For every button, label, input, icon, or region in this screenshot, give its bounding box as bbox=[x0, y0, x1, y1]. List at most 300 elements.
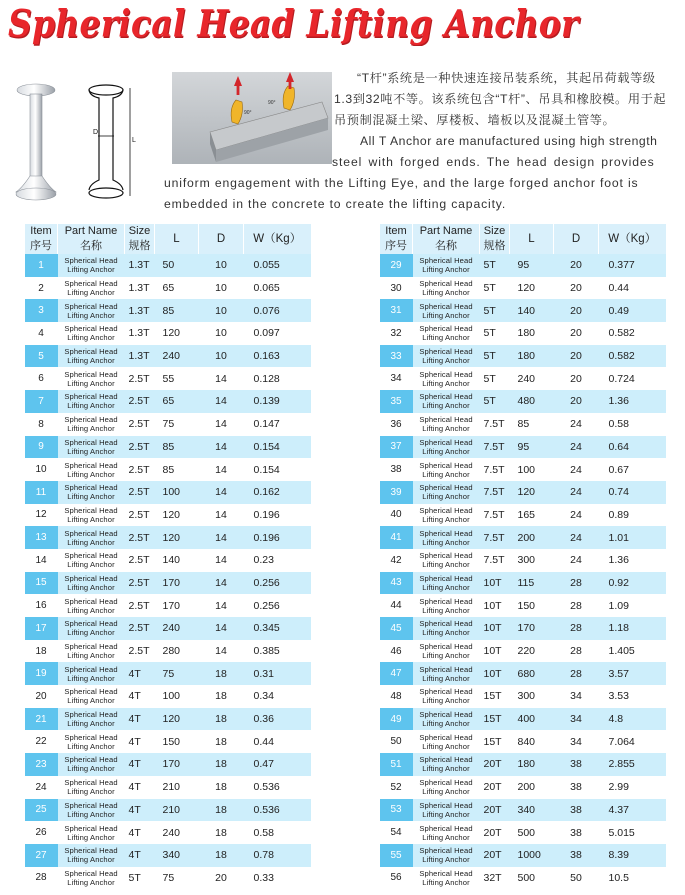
table-row bbox=[25, 481, 311, 504]
cell-w: 0.154 bbox=[244, 436, 311, 459]
part-name-line-1: Spherical Head bbox=[64, 732, 118, 742]
part-name-line-2: Lifting Anchor bbox=[422, 265, 470, 275]
cell-l: 220 bbox=[510, 640, 554, 663]
part-name-line-1: Spherical Head bbox=[64, 573, 118, 583]
cell-size: 4T bbox=[125, 844, 155, 867]
anchor-render bbox=[16, 84, 56, 200]
table-row bbox=[380, 708, 666, 731]
table-row bbox=[25, 821, 311, 844]
cell-part-name bbox=[58, 345, 125, 368]
cell-item: 33 bbox=[380, 345, 413, 368]
cell-item: 56 bbox=[380, 867, 413, 890]
cell-d: 18 bbox=[199, 821, 244, 844]
cell-part-name bbox=[58, 413, 125, 436]
cell-size: 20T bbox=[480, 776, 510, 799]
cell-part-name bbox=[58, 299, 125, 322]
part-name-line-2: Lifting Anchor bbox=[67, 356, 115, 366]
cell-part-name bbox=[58, 844, 125, 867]
cell-w: 0.163 bbox=[244, 345, 311, 368]
cell-size: 7.5T bbox=[480, 504, 510, 527]
cell-l: 170 bbox=[155, 753, 199, 776]
cell-l: 75 bbox=[155, 413, 199, 436]
cell-w: 0.162 bbox=[244, 481, 311, 504]
cell-size: 5T bbox=[480, 367, 510, 390]
part-name-line-1: Spherical Head bbox=[419, 528, 473, 538]
part-name-line-2: Lifting Anchor bbox=[67, 605, 115, 615]
cell-item: 30 bbox=[380, 277, 413, 300]
cell-d: 38 bbox=[554, 799, 599, 822]
part-name-line-1: Spherical Head bbox=[419, 755, 473, 765]
cell-w: 4.8 bbox=[599, 708, 666, 731]
cell-l: 120 bbox=[510, 481, 554, 504]
spec-table-right bbox=[379, 224, 666, 889]
table-row bbox=[25, 799, 311, 822]
cell-item: 51 bbox=[380, 753, 413, 776]
description-en-line-2: steel with forged ends. The head design provides bbox=[332, 155, 655, 169]
part-name-line-1: Spherical Head bbox=[419, 392, 473, 402]
part-name-line-2: Lifting Anchor bbox=[67, 288, 115, 298]
cell-size: 5T bbox=[480, 345, 510, 368]
cell-l: 210 bbox=[155, 799, 199, 822]
cell-l: 340 bbox=[155, 844, 199, 867]
part-name-line-1: Spherical Head bbox=[64, 551, 118, 561]
cell-l: 65 bbox=[155, 390, 199, 413]
cell-size: 20T bbox=[480, 799, 510, 822]
cell-l: 240 bbox=[155, 821, 199, 844]
part-name-line-2: Lifting Anchor bbox=[422, 809, 470, 819]
cell-w: 4.37 bbox=[599, 799, 666, 822]
part-name-line-2: Lifting Anchor bbox=[67, 809, 115, 819]
table-row bbox=[25, 526, 311, 549]
cell-size: 5T bbox=[480, 390, 510, 413]
cell-size: 4T bbox=[125, 708, 155, 731]
cell-d: 14 bbox=[199, 640, 244, 663]
cell-d: 24 bbox=[554, 481, 599, 504]
part-name-line-2: Lifting Anchor bbox=[67, 446, 115, 456]
cell-item: 2 bbox=[25, 277, 58, 300]
cell-d: 18 bbox=[199, 799, 244, 822]
cell-l: 120 bbox=[155, 526, 199, 549]
cell-d: 50 bbox=[554, 867, 599, 890]
cell-part-name bbox=[58, 617, 125, 640]
cell-d: 14 bbox=[199, 367, 244, 390]
cell-d: 14 bbox=[199, 617, 244, 640]
table-row bbox=[25, 322, 311, 345]
cell-part-name bbox=[413, 322, 480, 345]
cell-size: 4T bbox=[125, 685, 155, 708]
cell-size: 10T bbox=[480, 640, 510, 663]
cell-part-name bbox=[58, 821, 125, 844]
cell-l: 95 bbox=[510, 254, 554, 277]
part-name-line-1: Spherical Head bbox=[419, 256, 473, 266]
cell-size: 2.5T bbox=[125, 458, 155, 481]
part-name-line-2: Lifting Anchor bbox=[422, 288, 470, 298]
cell-part-name bbox=[58, 390, 125, 413]
header-size-cn: 规格 bbox=[480, 239, 510, 254]
cell-part-name bbox=[58, 526, 125, 549]
cell-w: 1.405 bbox=[599, 640, 666, 663]
cell-size: 10T bbox=[480, 572, 510, 595]
part-name-line-2: Lifting Anchor bbox=[422, 855, 470, 865]
cell-l: 500 bbox=[510, 867, 554, 890]
cell-l: 170 bbox=[155, 594, 199, 617]
cell-part-name bbox=[58, 753, 125, 776]
cell-part-name bbox=[413, 685, 480, 708]
cell-d: 14 bbox=[199, 572, 244, 595]
header-d: D bbox=[199, 224, 244, 254]
cell-l: 240 bbox=[510, 367, 554, 390]
cell-w: 0.196 bbox=[244, 504, 311, 527]
header-item: Item bbox=[380, 224, 413, 239]
part-name-line-2: Lifting Anchor bbox=[422, 764, 470, 774]
cell-part-name bbox=[413, 254, 480, 277]
cell-w: 5.015 bbox=[599, 821, 666, 844]
spec-table-left bbox=[24, 224, 311, 889]
table-row bbox=[380, 730, 666, 753]
cell-item: 22 bbox=[25, 730, 58, 753]
part-name-line-1: Spherical Head bbox=[64, 528, 118, 538]
cell-l: 300 bbox=[510, 549, 554, 572]
table-row bbox=[380, 685, 666, 708]
cell-l: 85 bbox=[510, 413, 554, 436]
part-name-line-1: Spherical Head bbox=[419, 823, 473, 833]
cell-item: 21 bbox=[25, 708, 58, 731]
table-row bbox=[380, 367, 666, 390]
cell-item: 55 bbox=[380, 844, 413, 867]
part-name-line-2: Lifting Anchor bbox=[422, 378, 470, 388]
cell-size: 2.5T bbox=[125, 549, 155, 572]
cell-item: 43 bbox=[380, 572, 413, 595]
description-cn-line-3: 吊预制混凝土梁、厚楼板、墙板以及混凝土管等。 bbox=[334, 113, 616, 127]
cell-w: 1.36 bbox=[599, 390, 666, 413]
cell-part-name bbox=[58, 594, 125, 617]
cell-d: 14 bbox=[199, 526, 244, 549]
part-name-line-2: Lifting Anchor bbox=[67, 877, 115, 887]
cell-part-name bbox=[58, 549, 125, 572]
part-name-line-2: Lifting Anchor bbox=[422, 696, 470, 706]
cell-size: 2.5T bbox=[125, 640, 155, 663]
description-cn-line-1: “T杆”系统是一种快速连接吊装系统，其起吊荷载等级 bbox=[357, 71, 656, 85]
part-name-line-2: Lifting Anchor bbox=[422, 787, 470, 797]
cell-size: 7.5T bbox=[480, 458, 510, 481]
part-name-line-1: Spherical Head bbox=[419, 800, 473, 810]
part-name-line-1: Spherical Head bbox=[419, 437, 473, 447]
part-name-line-1: Spherical Head bbox=[419, 596, 473, 606]
description-en-line-3: uniform engagement with the Lifting Eye, and the large forged anchor foot is bbox=[164, 176, 639, 190]
cell-size: 4T bbox=[125, 730, 155, 753]
cell-size: 1.3T bbox=[125, 322, 155, 345]
cell-d: 38 bbox=[554, 753, 599, 776]
cell-l: 240 bbox=[155, 617, 199, 640]
part-name-line-2: Lifting Anchor bbox=[422, 310, 470, 320]
cell-d: 20 bbox=[554, 390, 599, 413]
part-name-line-2: Lifting Anchor bbox=[67, 401, 115, 411]
table-row bbox=[25, 413, 311, 436]
cell-item: 25 bbox=[25, 799, 58, 822]
part-name-line-2: Lifting Anchor bbox=[67, 741, 115, 751]
cell-d: 18 bbox=[199, 730, 244, 753]
part-name-line-2: Lifting Anchor bbox=[67, 651, 115, 661]
cell-w: 0.67 bbox=[599, 458, 666, 481]
cell-l: 100 bbox=[155, 481, 199, 504]
cell-item: 20 bbox=[25, 685, 58, 708]
cell-w: 0.31 bbox=[244, 662, 311, 685]
anchor-dimension-diagram bbox=[89, 85, 130, 198]
part-name-line-2: Lifting Anchor bbox=[422, 401, 470, 411]
cell-w: 0.89 bbox=[599, 504, 666, 527]
cell-item: 39 bbox=[380, 481, 413, 504]
cell-size: 7.5T bbox=[480, 549, 510, 572]
part-name-line-2: Lifting Anchor bbox=[67, 424, 115, 434]
part-name-line-2: Lifting Anchor bbox=[422, 492, 470, 502]
part-name-line-1: Spherical Head bbox=[64, 483, 118, 493]
cell-w: 0.147 bbox=[244, 413, 311, 436]
part-name-line-2: Lifting Anchor bbox=[422, 560, 470, 570]
cell-d: 28 bbox=[554, 572, 599, 595]
part-name-line-1: Spherical Head bbox=[419, 301, 473, 311]
cell-w: 7.064 bbox=[599, 730, 666, 753]
cell-l: 65 bbox=[155, 277, 199, 300]
cell-part-name bbox=[413, 413, 480, 436]
cell-part-name bbox=[413, 549, 480, 572]
header-l: L bbox=[510, 224, 554, 254]
part-name-line-1: Spherical Head bbox=[419, 664, 473, 674]
cell-d: 14 bbox=[199, 413, 244, 436]
cell-size: 1.3T bbox=[125, 277, 155, 300]
cell-w: 0.34 bbox=[244, 685, 311, 708]
cell-w: 0.128 bbox=[244, 367, 311, 390]
cell-part-name bbox=[58, 708, 125, 731]
cell-size: 4T bbox=[125, 799, 155, 822]
cell-part-name bbox=[413, 662, 480, 685]
cell-l: 500 bbox=[510, 821, 554, 844]
part-name-line-2: Lifting Anchor bbox=[67, 333, 115, 343]
cell-part-name bbox=[58, 799, 125, 822]
part-name-line-1: Spherical Head bbox=[419, 460, 473, 470]
table-row bbox=[380, 821, 666, 844]
cell-item: 36 bbox=[380, 413, 413, 436]
part-name-line-2: Lifting Anchor bbox=[422, 333, 470, 343]
table-row bbox=[380, 867, 666, 890]
cell-l: 100 bbox=[510, 458, 554, 481]
part-name-line-1: Spherical Head bbox=[64, 664, 118, 674]
cell-w: 2.99 bbox=[599, 776, 666, 799]
cell-d: 14 bbox=[199, 481, 244, 504]
cell-l: 100 bbox=[155, 685, 199, 708]
part-name-line-1: Spherical Head bbox=[64, 392, 118, 402]
part-name-line-2: Lifting Anchor bbox=[422, 832, 470, 842]
part-name-line-2: Lifting Anchor bbox=[422, 628, 470, 638]
table-row bbox=[380, 504, 666, 527]
table-row bbox=[380, 549, 666, 572]
cell-item: 49 bbox=[380, 708, 413, 731]
part-name-line-2: Lifting Anchor bbox=[422, 673, 470, 683]
cell-d: 20 bbox=[199, 867, 244, 890]
cell-size: 20T bbox=[480, 844, 510, 867]
part-name-line-2: Lifting Anchor bbox=[67, 582, 115, 592]
product-description bbox=[164, 68, 679, 215]
cell-size: 15T bbox=[480, 730, 510, 753]
cell-part-name bbox=[413, 277, 480, 300]
cell-w: 0.256 bbox=[244, 594, 311, 617]
cell-part-name bbox=[413, 730, 480, 753]
cell-part-name bbox=[413, 504, 480, 527]
cell-d: 10 bbox=[199, 322, 244, 345]
cell-size: 2.5T bbox=[125, 572, 155, 595]
cell-item: 7 bbox=[25, 390, 58, 413]
table-row bbox=[380, 594, 666, 617]
cell-d: 10 bbox=[199, 299, 244, 322]
cell-item: 19 bbox=[25, 662, 58, 685]
cell-part-name bbox=[413, 367, 480, 390]
table-row bbox=[380, 345, 666, 368]
cell-l: 200 bbox=[510, 776, 554, 799]
table-row bbox=[25, 345, 311, 368]
table-row bbox=[380, 254, 666, 277]
cell-size: 7.5T bbox=[480, 526, 510, 549]
cell-d: 18 bbox=[199, 776, 244, 799]
header-size: Size bbox=[480, 224, 510, 239]
cell-d: 24 bbox=[554, 413, 599, 436]
cell-w: 0.36 bbox=[244, 708, 311, 731]
part-name-line-1: Spherical Head bbox=[64, 437, 118, 447]
cell-item: 17 bbox=[25, 617, 58, 640]
table-row bbox=[25, 504, 311, 527]
cell-part-name bbox=[58, 640, 125, 663]
cell-w: 0.065 bbox=[244, 277, 311, 300]
part-name-line-2: Lifting Anchor bbox=[422, 424, 470, 434]
cell-d: 24 bbox=[554, 458, 599, 481]
table-row bbox=[25, 277, 311, 300]
table-row bbox=[380, 413, 666, 436]
cell-item: 5 bbox=[25, 345, 58, 368]
cell-part-name bbox=[413, 526, 480, 549]
cell-part-name bbox=[413, 458, 480, 481]
cell-size: 32T bbox=[480, 867, 510, 890]
part-name-line-2: Lifting Anchor bbox=[422, 469, 470, 479]
spec-table-right-body bbox=[380, 254, 666, 889]
part-name-line-1: Spherical Head bbox=[64, 369, 118, 379]
part-name-line-2: Lifting Anchor bbox=[67, 719, 115, 729]
cell-d: 10 bbox=[199, 254, 244, 277]
cell-d: 18 bbox=[199, 844, 244, 867]
part-name-line-2: Lifting Anchor bbox=[422, 605, 470, 615]
cell-item: 41 bbox=[380, 526, 413, 549]
cell-d: 34 bbox=[554, 708, 599, 731]
cell-part-name bbox=[413, 753, 480, 776]
cell-size: 2.5T bbox=[125, 594, 155, 617]
cell-part-name bbox=[413, 594, 480, 617]
table-row bbox=[380, 526, 666, 549]
cell-l: 200 bbox=[510, 526, 554, 549]
cell-part-name bbox=[58, 730, 125, 753]
cell-l: 85 bbox=[155, 299, 199, 322]
part-name-line-2: Lifting Anchor bbox=[422, 719, 470, 729]
cell-l: 170 bbox=[155, 572, 199, 595]
cell-w: 10.5 bbox=[599, 867, 666, 890]
cell-w: 0.58 bbox=[599, 413, 666, 436]
table-row bbox=[25, 367, 311, 390]
cell-part-name bbox=[413, 390, 480, 413]
cell-w: 0.055 bbox=[244, 254, 311, 277]
cell-d: 20 bbox=[554, 322, 599, 345]
cell-d: 28 bbox=[554, 617, 599, 640]
part-name-line-1: Spherical Head bbox=[419, 710, 473, 720]
cell-l: 120 bbox=[155, 322, 199, 345]
header-w: W（Kg） bbox=[599, 224, 666, 254]
table-row bbox=[25, 708, 311, 731]
cell-size: 10T bbox=[480, 594, 510, 617]
page-title: Spherical Head Lifting Anchor bbox=[8, 2, 579, 46]
cell-d: 10 bbox=[199, 277, 244, 300]
part-name-line-1: Spherical Head bbox=[419, 505, 473, 515]
table-row bbox=[380, 277, 666, 300]
cell-item: 53 bbox=[380, 799, 413, 822]
cell-item: 8 bbox=[25, 413, 58, 436]
cell-l: 165 bbox=[510, 504, 554, 527]
cell-part-name bbox=[58, 458, 125, 481]
part-name-line-2: Lifting Anchor bbox=[67, 764, 115, 774]
cell-w: 0.536 bbox=[244, 776, 311, 799]
cell-part-name bbox=[58, 662, 125, 685]
cell-d: 14 bbox=[199, 594, 244, 617]
table-row bbox=[25, 299, 311, 322]
angle-label-right: 90° bbox=[268, 100, 276, 106]
cell-l: 210 bbox=[155, 776, 199, 799]
part-name-line-1: Spherical Head bbox=[64, 823, 118, 833]
cell-item: 28 bbox=[25, 867, 58, 890]
cell-w: 0.92 bbox=[599, 572, 666, 595]
part-name-line-1: Spherical Head bbox=[64, 596, 118, 606]
cell-size: 2.5T bbox=[125, 504, 155, 527]
part-name-line-1: Spherical Head bbox=[64, 505, 118, 515]
header-item: Item bbox=[25, 224, 58, 239]
cell-w: 1.36 bbox=[599, 549, 666, 572]
table-row bbox=[380, 436, 666, 459]
header-part-name-cn: 名称 bbox=[58, 239, 125, 254]
cell-size: 2.5T bbox=[125, 481, 155, 504]
cell-item: 9 bbox=[25, 436, 58, 459]
part-name-line-1: Spherical Head bbox=[419, 619, 473, 629]
cell-part-name bbox=[413, 867, 480, 890]
table-row bbox=[25, 753, 311, 776]
table-row bbox=[380, 458, 666, 481]
part-name-line-2: Lifting Anchor bbox=[67, 265, 115, 275]
cell-w: 0.49 bbox=[599, 299, 666, 322]
header-size: Size bbox=[125, 224, 155, 239]
cell-d: 14 bbox=[199, 458, 244, 481]
description-en-line-4: embedded in the concrete to create the lifting capacity. bbox=[164, 197, 507, 211]
part-name-line-1: Spherical Head bbox=[64, 324, 118, 334]
cell-d: 20 bbox=[554, 345, 599, 368]
cell-part-name bbox=[413, 821, 480, 844]
cell-w: 3.57 bbox=[599, 662, 666, 685]
part-name-line-2: Lifting Anchor bbox=[67, 310, 115, 320]
cell-item: 45 bbox=[380, 617, 413, 640]
anchor-illustration bbox=[10, 76, 140, 206]
part-name-line-2: Lifting Anchor bbox=[67, 560, 115, 570]
cell-w: 0.724 bbox=[599, 367, 666, 390]
cell-part-name bbox=[58, 685, 125, 708]
part-name-line-1: Spherical Head bbox=[419, 573, 473, 583]
part-name-line-2: Lifting Anchor bbox=[422, 651, 470, 661]
cell-item: 31 bbox=[380, 299, 413, 322]
cell-w: 1.01 bbox=[599, 526, 666, 549]
cell-d: 18 bbox=[199, 708, 244, 731]
cell-l: 150 bbox=[155, 730, 199, 753]
cell-part-name bbox=[413, 799, 480, 822]
cell-d: 28 bbox=[554, 594, 599, 617]
